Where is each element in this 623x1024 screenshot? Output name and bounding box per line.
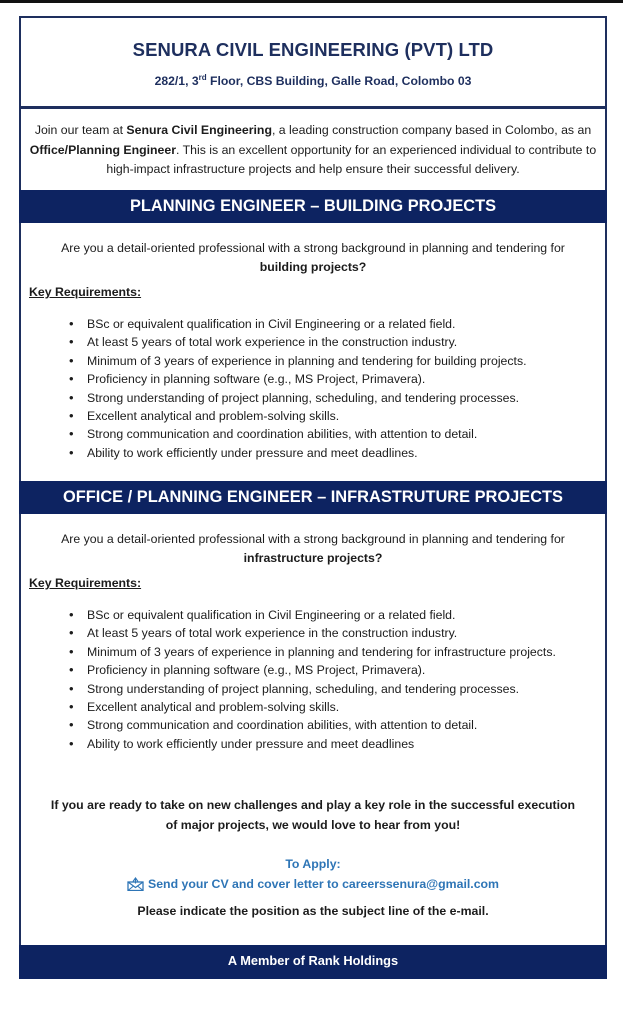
section-lead xyxy=(21,223,605,277)
address-superscript: rd xyxy=(198,73,207,82)
lead-text: Are you a detail-oriented professional with a strong background in planning and tendering for xyxy=(61,241,565,255)
lead-bold: infrastructure projects? xyxy=(243,551,383,565)
section-building xyxy=(21,223,605,481)
address-part: 282/1, 3 xyxy=(154,74,199,89)
lead-text: Are you a detail-oriented professional with a strong background in planning and tendering for xyxy=(61,532,565,546)
email-link[interactable]: careerssenura@gmail.com xyxy=(342,877,499,892)
list-item: • Strong communication and coordination abilities, with attention to detail. xyxy=(87,716,605,734)
address-part: Floor, CBS Building, Galle Road, Colombo 03 xyxy=(206,74,472,89)
company-address xyxy=(21,73,605,88)
list-item: • Excellent analytical and problem-solving skills. xyxy=(87,407,605,425)
section-lead xyxy=(21,514,605,568)
apply-title: To Apply: xyxy=(285,857,341,872)
job-advert-sheet xyxy=(19,16,607,978)
footer-banner: A Member of Rank Holdings xyxy=(19,945,607,979)
list-item: • Strong communication and coordination abilities, with attention to detail. xyxy=(87,425,605,443)
key-requirements-label: Key Requirements: xyxy=(29,576,142,590)
section-banner-infrastructure: OFFICE / PLANNING ENGINEER – INFRASTRUTURE PROJECTS xyxy=(19,481,607,514)
list-item: • Proficiency in planning software (e.g., MS Project, Primavera). xyxy=(87,661,605,679)
requirements-list xyxy=(21,606,605,753)
top-edge-bar xyxy=(0,0,623,3)
lead-bold: building projects? xyxy=(259,260,367,274)
intro-paragraph xyxy=(21,109,605,190)
apply-instruction xyxy=(21,877,605,894)
section-banner-building: PLANNING ENGINEER – BUILDING PROJECTS xyxy=(19,190,607,223)
section-infrastructure xyxy=(21,514,605,753)
key-requirements-label: Key Requirements: xyxy=(29,285,142,299)
list-item: • Ability to work efficiently under pressure and meet deadlines. xyxy=(87,444,605,462)
apply-text: Send your CV and cover letter to xyxy=(148,877,343,892)
list-item: • Minimum of 3 years of experience in planning and tendering for infrastructure projects. xyxy=(87,643,605,661)
requirements-list xyxy=(21,315,605,462)
envelope-icon xyxy=(127,877,144,894)
closing-message: If you are ready to take on new challenges and play a key role in the successful execution of major projects, we would love to hear from you! xyxy=(50,798,576,833)
subject-line-note: Please indicate the position as the subject line of the e-mail. xyxy=(137,904,489,919)
list-item: • Excellent analytical and problem-solving skills. xyxy=(87,698,605,716)
intro-text: . This is an excellent opportunity for an experienced individual to contribute to high-impact infrastructure projects and help ensure their successful delivery. xyxy=(106,142,597,176)
list-item: • Strong understanding of project planning, scheduling, and tendering processes. xyxy=(87,389,605,407)
intro-text: Join our team at xyxy=(34,123,127,137)
list-item: • Minimum of 3 years of experience in planning and tendering for building projects. xyxy=(87,352,605,370)
intro-company-bold: Senura Civil Engineering xyxy=(126,123,272,137)
list-item: • BSc or equivalent qualification in Civil Engineering or a related field. xyxy=(87,606,605,624)
company-header xyxy=(21,18,605,109)
list-item: • Strong understanding of project planning, scheduling, and tendering processes. xyxy=(87,680,605,698)
intro-text: , a leading construction company based in Colombo, as an xyxy=(271,123,592,137)
list-item: • BSc or equivalent qualification in Civil Engineering or a related field. xyxy=(87,315,605,333)
list-item: • Proficiency in planning software (e.g., MS Project, Primavera). xyxy=(87,370,605,388)
intro-role-bold: Office/Planning Engineer xyxy=(29,142,177,157)
list-item: • Ability to work efficiently under pressure and meet deadlines xyxy=(87,735,605,753)
list-item: • At least 5 years of total work experience in the construction industry. xyxy=(87,333,605,351)
list-item: • At least 5 years of total work experience in the construction industry. xyxy=(87,624,605,642)
company-name: SENURA CIVIL ENGINEERING (PVT) LTD xyxy=(132,39,494,60)
